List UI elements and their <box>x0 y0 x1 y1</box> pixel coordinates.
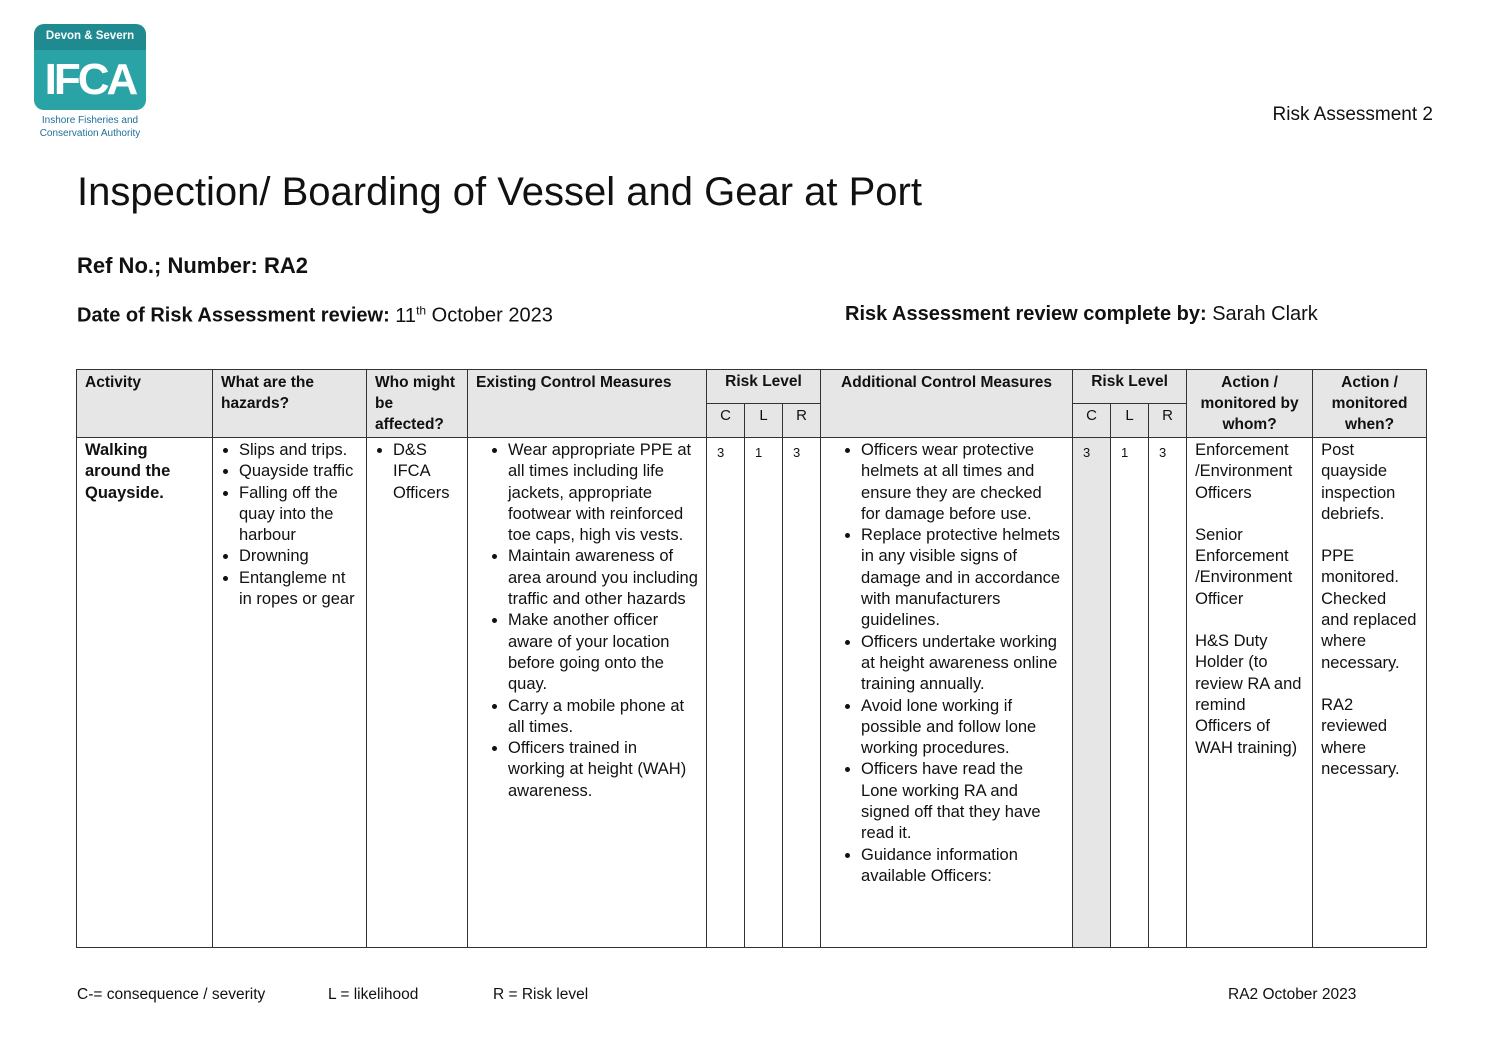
list-item: • Officers undertake working at height awareness online training annually. <box>861 632 1064 696</box>
risk-assessment-table <box>76 369 1427 948</box>
list-item: • Replace protective helmets in any visible signs of damage and in accordance with manufacturers guidelines. <box>861 525 1064 631</box>
header-risk-level: Risk Level <box>707 370 821 404</box>
footer-r-definition: R = Risk level <box>493 986 589 1003</box>
header-existing: Existing Control Measures <box>468 370 707 438</box>
list-item: • Falling off the quay into the harbour <box>239 483 358 547</box>
table-row <box>77 438 1427 948</box>
document-label: Risk Assessment 2 <box>1272 104 1433 125</box>
logo-subtitle <box>28 114 152 140</box>
header-activity: Activity <box>77 370 213 438</box>
header-r: R <box>783 404 821 438</box>
header-hazards: What are the hazards? <box>213 370 367 438</box>
cell-additional <box>821 438 1073 948</box>
footer-c-definition: C-= consequence / severity <box>77 986 266 1003</box>
logo-main-text: IFCA <box>34 50 146 110</box>
whom-entry: H&S Duty Holder (to review RA and remind Officers of WAH training) <box>1195 632 1302 757</box>
header-l: L <box>745 404 783 438</box>
logo-top-text: Devon & Severn <box>34 24 146 50</box>
review-by-label: Risk Assessment review complete by: <box>845 303 1207 325</box>
whom-entry: Senior Enforcement /Environment Officer <box>1195 525 1293 608</box>
logo-sub-line1: Inshore Fisheries and <box>41 115 139 126</box>
footer-l-definition: L = likelihood <box>328 986 419 1003</box>
header-risk-level-2: Risk Level <box>1073 370 1187 404</box>
when-entry: RA2 reviewed where necessary. <box>1321 695 1400 778</box>
cell-l2: 1 <box>1111 438 1149 948</box>
cell-r1: 3 <box>783 438 821 948</box>
list-item: • Entangleme nt in ropes or gear <box>239 568 358 611</box>
cell-r2: 3 <box>1149 438 1187 948</box>
header-action-whom: Action / monitored by whom? <box>1187 370 1313 438</box>
list-item: • Wear appropriate PPE at all times including life jackets, appropriate footwear with reinforced toe caps, high vis vests. <box>508 440 698 546</box>
review-by <box>845 303 1318 326</box>
footer-doc-ref: RA2 October 2023 <box>1228 986 1357 1003</box>
ifca-logo <box>34 24 146 144</box>
header-c-2: C <box>1073 404 1111 438</box>
cell-existing <box>468 438 707 948</box>
list-item: • Officers wear protective helmets at all times and ensure they are checked for damage before use. <box>861 440 1064 525</box>
list-item: • Officers trained in working at height (WAH) awareness. <box>508 738 698 802</box>
header-action-when: Action / monitored when? <box>1313 370 1427 438</box>
header-row-1 <box>77 370 1427 404</box>
header-l-2: L <box>1111 404 1149 438</box>
cell-action-when <box>1313 438 1427 948</box>
when-entry: PPE monitored. Checked and replaced where necessary. <box>1321 547 1417 672</box>
list-item: • Slips and trips. <box>239 440 358 461</box>
list-item: • Quayside traffic <box>239 461 358 482</box>
cell-activity: Walking around the Quayside. <box>77 438 213 948</box>
cell-who <box>367 438 468 948</box>
header-who: Who might be affected? <box>367 370 468 438</box>
list-item: • Drowning <box>239 546 358 567</box>
list-item: • Maintain awareness of area around you including traffic and other hazards <box>508 546 698 610</box>
when-entry: Post quayside inspection debriefs. <box>1321 441 1396 523</box>
reference-number: Ref No.; Number: RA2 <box>77 253 309 278</box>
whom-entry: Enforcement /Environment Officers <box>1195 441 1293 502</box>
cell-hazards <box>213 438 367 948</box>
page-title: Inspection/ Boarding of Vessel and Gear at Port <box>77 170 922 214</box>
list-item: • Avoid lone working if possible and follow lone working procedures. <box>861 696 1064 760</box>
list-item: • Make another officer aware of your location before going onto the quay. <box>508 610 698 695</box>
cell-l1: 1 <box>745 438 783 948</box>
review-date <box>77 303 553 328</box>
header-c: C <box>707 404 745 438</box>
list-item: • Guidance information available Officers: <box>861 845 1064 888</box>
logo-sub-line2: Conservation Authority <box>39 128 141 139</box>
list-item: • Officers have read the Lone working RA and signed off that they have read it. <box>861 759 1064 844</box>
list-item: • D&S IFCA Officers <box>393 440 459 504</box>
header-r-2: R <box>1149 404 1187 438</box>
cell-action-whom <box>1187 438 1313 948</box>
review-date-rest: October 2023 <box>431 304 553 327</box>
cell-c1: 3 <box>707 438 745 948</box>
review-by-name: Sarah Clark <box>1212 303 1318 325</box>
cell-c2: 3 <box>1073 438 1111 948</box>
review-date-label: Date of Risk Assessment review: <box>77 304 390 327</box>
header-additional: Additional Control Measures <box>821 370 1073 438</box>
review-date-day: 11th <box>395 303 427 327</box>
list-item: • Carry a mobile phone at all times. <box>508 696 698 739</box>
